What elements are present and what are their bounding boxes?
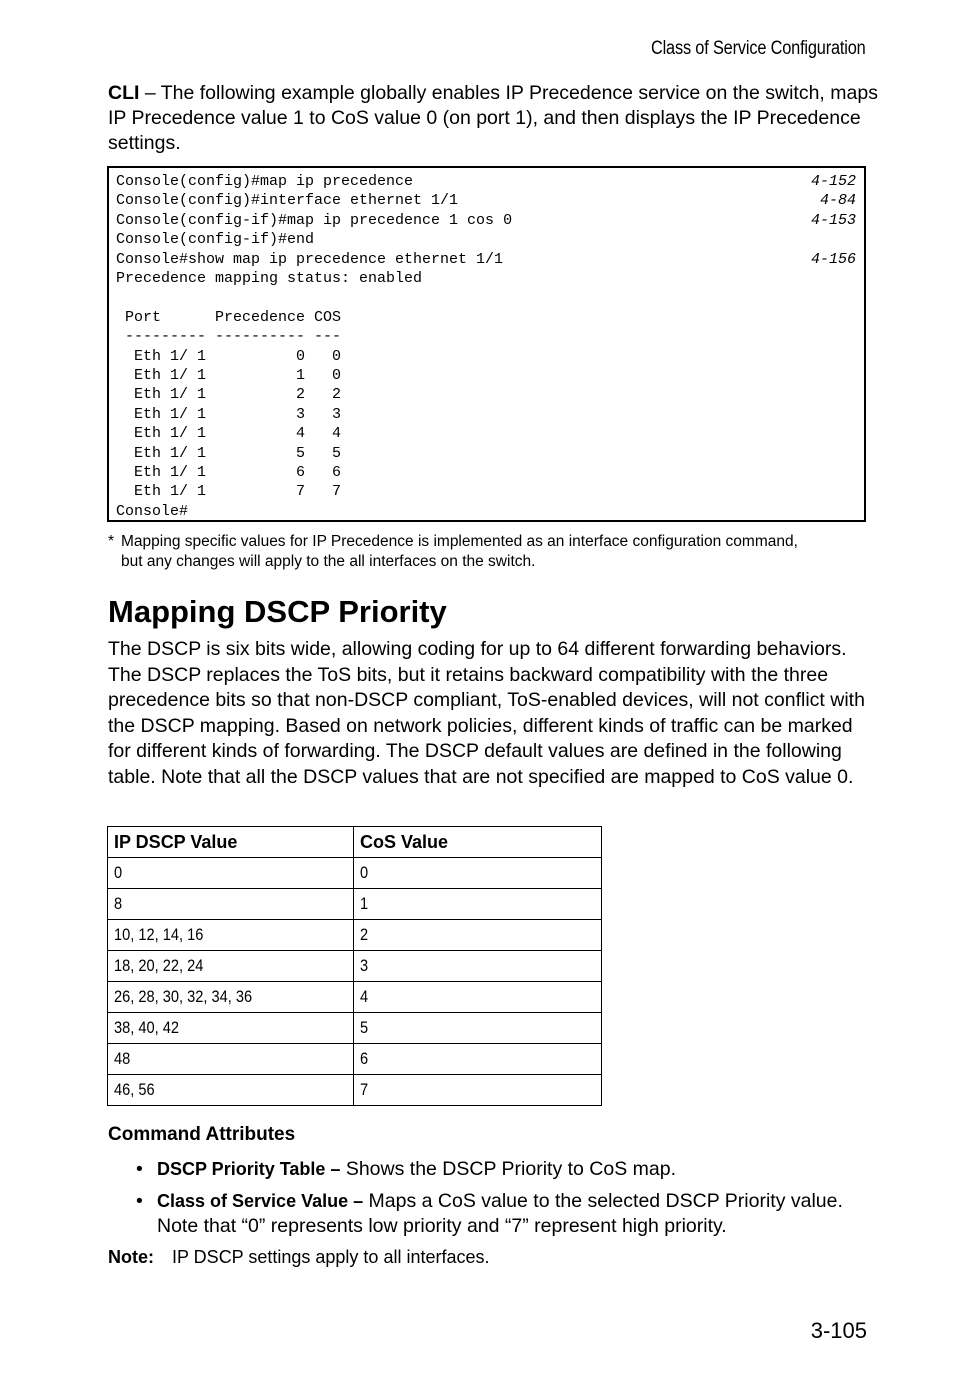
page-reference: 4-84 bbox=[819, 192, 856, 210]
table-row bbox=[108, 1044, 602, 1075]
section-paragraph: The DSCP is six bits wide, allowing coding for up to 64 different forwarding behaviors. The DSCP replaces the ToS bits, but it retains backward compatibility with the three precedence bits so that non-DSCP compliant, ToS-enabled devices, will not conflict with the DSCP mapping. Based on network policies, different kinds of traffic can be marked for different kinds of forwarding. The DSCP default values are defined in the following table. Note that all the DSCP values that are not specified are mapped to CoS value 0. bbox=[108, 638, 865, 788]
table-row bbox=[108, 982, 602, 1013]
dscp-value-cell bbox=[108, 920, 354, 951]
note-label: Note: bbox=[108, 1247, 154, 1267]
cell-text: 5 bbox=[360, 1018, 369, 1037]
cell-text: 46, 56 bbox=[114, 1080, 155, 1099]
code-example-box bbox=[107, 166, 866, 522]
attribute-term: DSCP Priority Table – bbox=[157, 1159, 341, 1179]
code-line: Console(config)#interface ethernet 1/1 bbox=[116, 192, 459, 210]
cell-text: 2 bbox=[360, 925, 369, 944]
code-line: Eth 1/ 1 0 0 bbox=[116, 347, 342, 365]
dscp-value-cell bbox=[108, 1044, 354, 1075]
cell-text: 1 bbox=[360, 894, 369, 913]
dscp-value-cell bbox=[108, 1013, 354, 1044]
code-line: Console(config)#map ip precedence bbox=[116, 173, 414, 190]
attribute-item bbox=[136, 1157, 876, 1182]
attribute-item bbox=[136, 1189, 876, 1239]
table-row bbox=[108, 951, 602, 982]
cell-text: 3 bbox=[360, 956, 369, 975]
cell-text: 7 bbox=[360, 1080, 369, 1099]
cos-value-cell bbox=[354, 1075, 602, 1106]
running-header: Class of Service Configuration bbox=[651, 38, 866, 59]
table-header-row bbox=[108, 827, 602, 858]
page-reference: 4-156 bbox=[810, 250, 856, 268]
dscp-value-cell bbox=[108, 889, 354, 920]
cell-text: 26, 28, 30, 32, 34, 36 bbox=[114, 987, 253, 1006]
code-line: Precedence mapping status: enabled bbox=[116, 270, 423, 287]
code-line: Eth 1/ 1 1 0 bbox=[116, 367, 342, 384]
column-header-cos: CoS Value bbox=[354, 827, 602, 858]
code-line: Eth 1/ 1 4 4 bbox=[116, 425, 342, 443]
cos-value-cell bbox=[354, 1013, 602, 1044]
cell-text: 6 bbox=[360, 1049, 369, 1068]
page-reference: 4-152 bbox=[810, 173, 856, 190]
table-row bbox=[108, 1075, 602, 1106]
column-header-dscp: IP DSCP Value bbox=[108, 827, 354, 858]
cell-text: 0 bbox=[360, 863, 369, 882]
attribute-desc: Shows the DSCP Priority to CoS map. bbox=[340, 1158, 677, 1180]
cell-text: 4 bbox=[360, 987, 369, 1006]
code-line: Eth 1/ 1 6 6 bbox=[116, 464, 342, 481]
attribute-term: Class of Service Value – bbox=[157, 1191, 364, 1211]
code-line: Eth 1/ 1 3 3 bbox=[116, 405, 342, 423]
intro-text: – The following example globally enables IP Precedence service on the switch, maps IP Precedence value 1 to CoS value 0 (on port 1), and then displays the IP Precedence settings. bbox=[108, 82, 878, 154]
table-row bbox=[108, 889, 602, 920]
cell-text: 18, 20, 22, 24 bbox=[114, 956, 204, 975]
command-attributes-heading: Command Attributes bbox=[108, 1124, 296, 1145]
code-line: Eth 1/ 1 7 7 bbox=[116, 483, 342, 501]
dscp-cos-table bbox=[107, 826, 602, 1106]
page-reference: 4-153 bbox=[810, 211, 856, 229]
intro-paragraph bbox=[108, 81, 878, 156]
footnote bbox=[108, 532, 808, 571]
code-line: Console# bbox=[116, 502, 189, 520]
bullet-icon: • bbox=[136, 1190, 143, 1212]
code-line: Console(config-if)#end bbox=[116, 231, 315, 249]
note-text: IP DSCP settings apply to all interfaces. bbox=[172, 1247, 490, 1267]
cell-text: 48 bbox=[114, 1049, 131, 1068]
table-row bbox=[108, 1013, 602, 1044]
dscp-value-cell bbox=[108, 858, 354, 889]
code-line: Console(config-if)#map ip precedence 1 cos 0 bbox=[116, 211, 513, 229]
footnote-text: Mapping specific values for IP Precedence is implemented as an interface configuration command, but any changes will apply to the all interfaces on the switch. bbox=[121, 533, 798, 570]
page-number: 3-105 bbox=[810, 1318, 867, 1343]
cos-value-cell bbox=[354, 889, 602, 920]
table-row bbox=[108, 920, 602, 951]
section-title: Mapping DSCP Priority bbox=[108, 594, 447, 629]
code-line: Console#show map ip precedence ethernet 1/1 bbox=[116, 250, 504, 268]
table-row bbox=[108, 858, 602, 889]
bullet-icon: • bbox=[136, 1158, 143, 1180]
code-line: Eth 1/ 1 5 5 bbox=[116, 444, 342, 462]
note bbox=[108, 1247, 490, 1268]
dscp-value-cell bbox=[108, 951, 354, 982]
code-line: Eth 1/ 1 2 2 bbox=[116, 386, 342, 404]
cos-value-cell bbox=[354, 1044, 602, 1075]
cos-value-cell bbox=[354, 920, 602, 951]
attribute-desc: Maps a CoS value to the selected DSCP Priority value. Note that “0” represents low priority and “7” represent high priority. bbox=[157, 1190, 843, 1237]
code-line: --------- ---------- --- bbox=[116, 328, 342, 346]
dscp-value-cell bbox=[108, 1075, 354, 1106]
dscp-value-cell bbox=[108, 982, 354, 1013]
cell-text: 10, 12, 14, 16 bbox=[114, 925, 204, 944]
cos-value-cell bbox=[354, 951, 602, 982]
cell-text: 0 bbox=[114, 863, 123, 882]
cell-text: 8 bbox=[114, 894, 123, 913]
code-line: Port Precedence COS bbox=[116, 308, 342, 326]
cli-label: CLI bbox=[108, 82, 140, 104]
footnote-marker: * bbox=[108, 533, 115, 550]
cell-text: 38, 40, 42 bbox=[114, 1018, 180, 1037]
cos-value-cell bbox=[354, 982, 602, 1013]
cos-value-cell bbox=[354, 858, 602, 889]
